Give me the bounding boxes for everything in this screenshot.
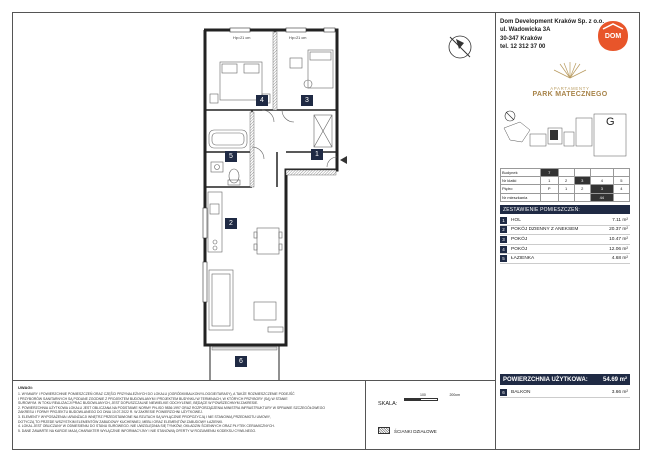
key-cell: 4	[613, 185, 629, 193]
dom-logo	[596, 19, 630, 53]
key-row-floor	[501, 185, 630, 193]
key-cell: 1	[558, 185, 574, 193]
room-area: 10.47 m²	[609, 236, 628, 242]
room-name: POKÓJ DZIENNY Z ANEKSEM	[511, 227, 579, 233]
window-dim-right: Hp=21 cm	[289, 36, 307, 40]
room-label-1: 1	[311, 149, 323, 160]
room-label-4: 4	[256, 95, 268, 106]
room-number: 2	[500, 226, 507, 233]
key-label: Budynek	[501, 169, 541, 177]
room-name: HOL	[511, 217, 521, 223]
notes-title: UWAGI:	[18, 385, 33, 390]
room-number: 5	[500, 255, 507, 262]
room-row	[500, 216, 630, 226]
key-label: Nr mieszkania	[501, 193, 541, 201]
room-area: 7.11 m²	[612, 217, 628, 223]
notes-line: 3. ELEMENTY WYPOSAŻENIA I ARANŻACJI WNĘTRZ PRZEDSTAWIONE NA RZUTACH SĄ WYŁĄCZNIE PROPOZYCJĄ I NIE STANOWIĄ PRZEDMIOTU UMOWY,	[18, 414, 271, 419]
key-row-staircase	[501, 177, 630, 185]
key-cell	[558, 169, 574, 177]
rooms-header: ZESTAWIENIE POMIESZCZEŃ:	[500, 205, 630, 214]
balcony-row	[500, 388, 630, 398]
balcony-area: 3.66 m²	[611, 389, 628, 395]
room-area: 20.37 m²	[609, 227, 628, 233]
notes-line: SUROWYM. W TOKU REALIZACJI PRAC BUDOWLANYCH, JEST DOPUSZCZALNE NIEWIELKIE ODCHYLENIE, BĘDĄCE W POWSZECHNYM ZAKRESIE.	[18, 401, 259, 406]
room-row	[500, 235, 630, 245]
key-cell: P	[541, 185, 559, 193]
legend-box	[366, 380, 495, 450]
room-label-2: 2	[225, 218, 237, 229]
key-plan	[500, 108, 630, 163]
room-number: 4	[500, 246, 507, 253]
key-cell	[574, 193, 590, 201]
room-number: 1	[500, 217, 507, 224]
notes-line: 1. WYMIARY I POWIERZCHNIE POMIESZCZEŃ ORAZ CZĘŚCI PRZYNALEŻNYCH DO LOKALU (OGRÓDKI/BALKONY/LOGGIE/TARASY), A TAKŻE ROZMIESZCZENIE PODEJŚĆ	[18, 392, 295, 396]
key-cell: 1	[541, 177, 559, 185]
scale-ticks	[420, 393, 460, 397]
scale-bar	[404, 398, 438, 401]
total-area-bar	[500, 374, 630, 385]
partition-hatch-swatch	[378, 427, 390, 434]
notes-line: DOTYCZĄ TO PRZEDE WSZYSTKIM ELEMENTÓW ZABUDOWY KUCHENNEJ, MEBLI ORAZ ELEMENTÓW ZABUDOWY ŁAZIENKI.	[18, 419, 224, 424]
rooms-list	[500, 216, 630, 264]
total-area-label: POWIERZCHNIA UŻYTKOWA:	[503, 376, 588, 383]
room-name: ŁAZIENKA	[511, 256, 535, 262]
key-cell	[590, 169, 613, 177]
key-cell	[574, 169, 590, 177]
floor-plan-drawing	[12, 12, 495, 380]
developer-info	[500, 18, 604, 52]
room-area: 12.06 m²	[609, 246, 628, 252]
notes-line: 2. POWIERZCHNIA UŻYTKOWA LOKALU JEST OBLICZANA NA PODSTAWIE NORMY PN-ISO 9836:1997 ORAZ ROZPORZĄDZENIA MINISTRA INFRASTRUKTURY W SPRAWIE SZCZEGÓŁOWEGO	[18, 405, 325, 410]
key-cell: 4	[590, 177, 613, 185]
room-row	[500, 254, 630, 264]
developer-street: ul. Wadowicka 3A	[500, 27, 551, 34]
key-cell: 44	[590, 193, 613, 201]
developer-phone: tel. 12 312 37 00	[500, 44, 546, 51]
key-cell	[541, 193, 559, 201]
key-cell: 7	[541, 169, 559, 177]
notes-line: ZAKRESU I FORMY PROJEKTU BUDOWLANEGO DO DNIA 10.07.2022 R. W ZAKRESIE POWIERZCHNI UŻYTKOWEJ.	[18, 410, 203, 415]
window-dim-left: Hp=21 cm	[233, 36, 251, 40]
brand-small-text: APARTAMENTY	[550, 86, 590, 91]
room-area: 4.68 m²	[611, 256, 628, 262]
room-row	[500, 245, 630, 255]
key-label: Nr klatki	[501, 177, 541, 185]
building-letter: G	[606, 116, 615, 128]
key-label: Piętro	[501, 185, 541, 193]
room-label-3: 3	[301, 95, 313, 106]
key-row-apartment	[501, 193, 630, 201]
key-cell: 3	[574, 177, 590, 185]
balcony-number: 6	[500, 389, 507, 396]
key-cell: 2	[574, 185, 590, 193]
developer-city: 30-347 Kraków	[500, 35, 543, 42]
column-divider	[495, 12, 496, 450]
room-row	[500, 388, 630, 398]
notes-line: 5. DANE ZAWARTE NA KARCIE MAJĄ CHARAKTER WYŁĄCZNIE INFORMACYJNY I NIE STANOWIĄ OFERTY W ROZUMIENIU KODEKSU CYWILNEGO.	[18, 428, 257, 433]
total-area-value: 54.69 m²	[602, 376, 627, 383]
room-name: POKÓJ	[511, 236, 528, 242]
room-number: 3	[500, 236, 507, 243]
dom-logo-text: DOM	[604, 33, 622, 40]
room-row	[500, 226, 630, 236]
scale-label: SKALA:	[378, 401, 398, 407]
floor-plan	[12, 12, 495, 380]
key-table	[500, 168, 630, 202]
room-label-6: 6	[235, 356, 247, 367]
developer-name: Dom Development Kraków Sp. z o.o.	[500, 19, 605, 25]
key-cell	[613, 193, 629, 201]
room-name: POKÓJ	[511, 246, 528, 252]
key-cell	[558, 193, 574, 201]
scale-tick: 100	[420, 393, 426, 397]
key-cell: 5	[613, 177, 629, 185]
sunburst-icon	[550, 60, 590, 80]
key-cell: 2	[558, 177, 574, 185]
brand-big-text: PARK MATECZNEGO	[532, 91, 608, 98]
scale-tick: 200cm	[449, 393, 460, 397]
key-row-building	[501, 169, 630, 177]
notes-section	[12, 380, 366, 450]
notes-line: 4. LOKAL JEST OBLICZANY W ODNIESIENIU DO STANU SUROWEGO. NIE UWZGLĘDNIA SIĘ TYNKÓW, OKŁADZIN ŚCIENNYCH ORAZ PŁYTEK CERAMICZNYCH.	[18, 424, 275, 429]
key-cell: 3	[590, 185, 613, 193]
balcony-name: BALKON	[511, 389, 531, 395]
partition-walls-label: ŚCIANKI DZIAŁOWE	[394, 429, 437, 434]
room-label-5: 5	[225, 151, 237, 162]
notes-line: I PRZYBORÓW SANITARNYCH SĄ PODANE ZGODNIE Z PROJEKTEM BUDOWLANYM I PROJEKTEM BUDYNKU W TERMINACH, W KTÓRYCH PRZYBORY (SĄ) W STANIE	[18, 396, 288, 401]
key-cell	[613, 169, 629, 177]
brand-block	[520, 64, 620, 98]
